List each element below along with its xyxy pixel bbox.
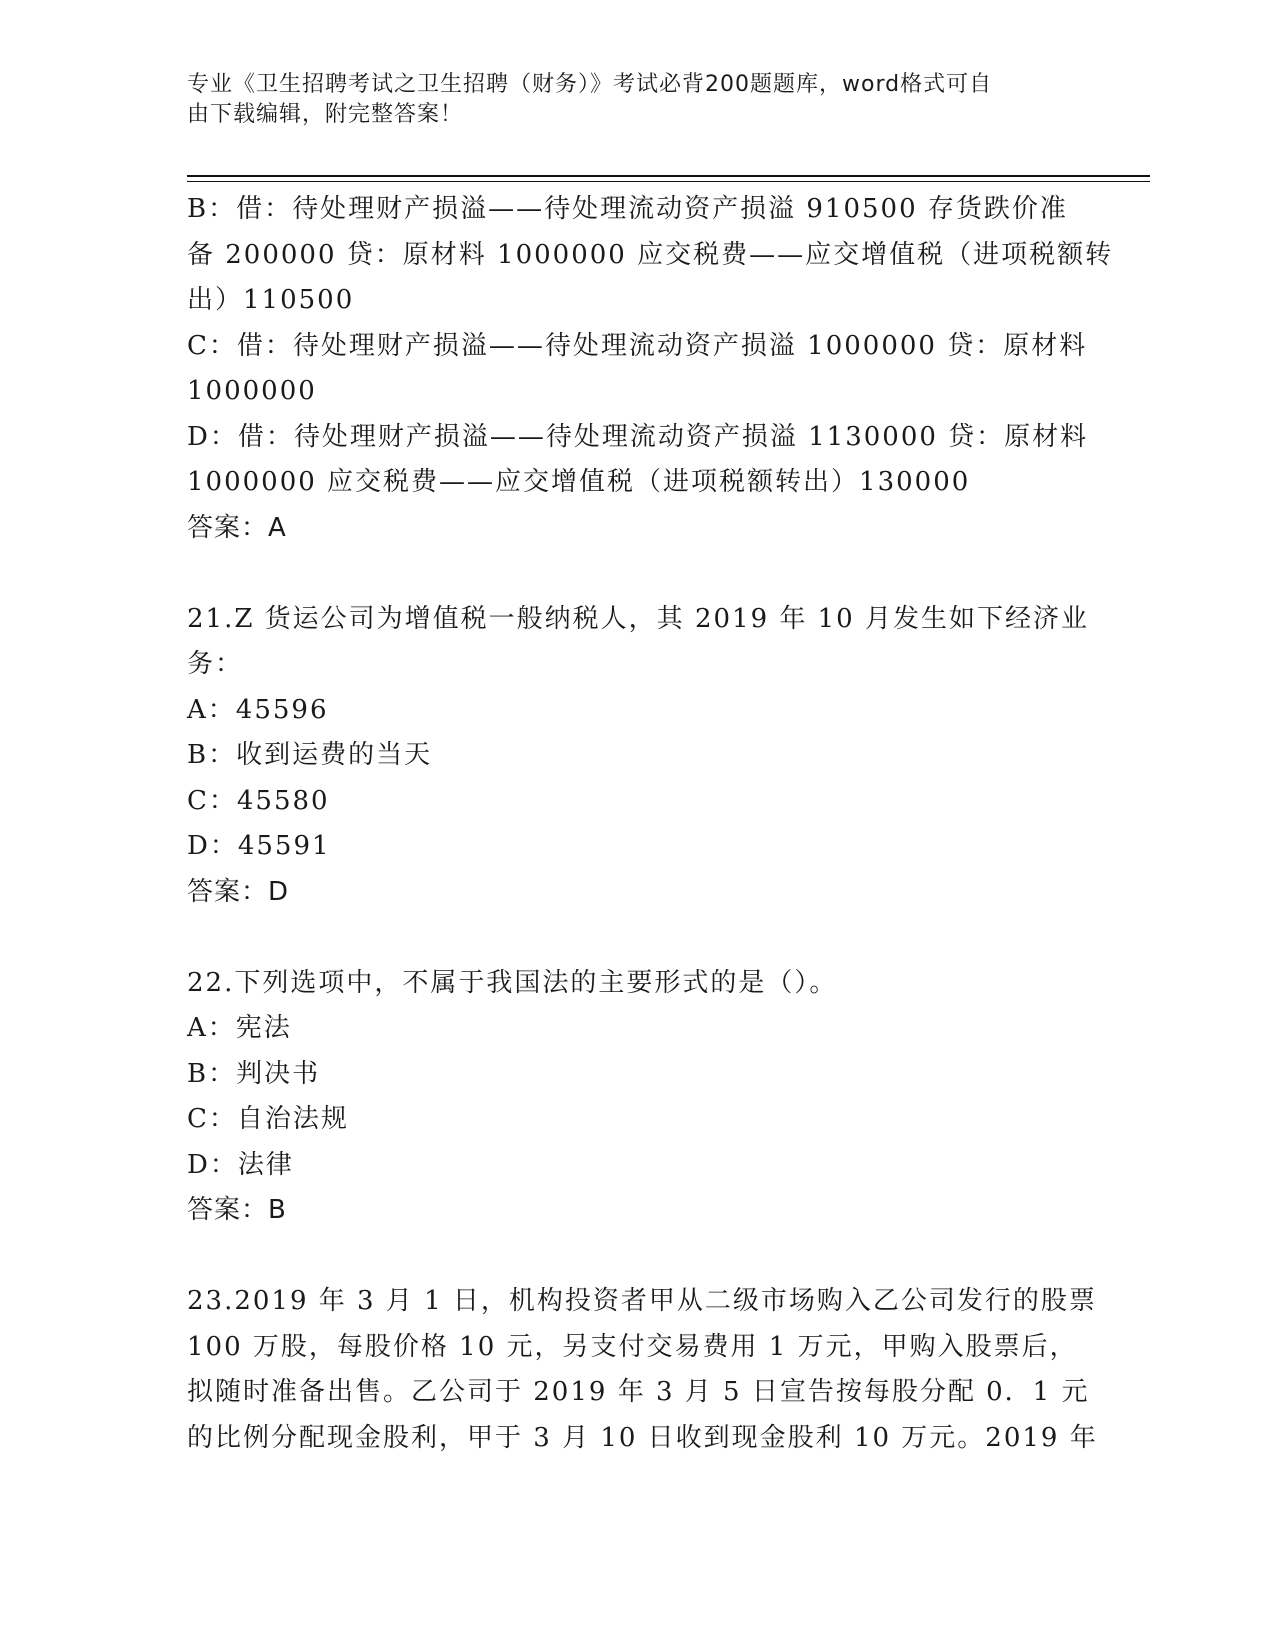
answer-22: 答案：B <box>187 1195 287 1225</box>
option-d-line-2: 1000000 应交税费——应交增值税（进项税额转出）130000 <box>187 467 971 497</box>
spacer <box>187 551 1087 597</box>
header-divider-thin <box>187 181 1150 182</box>
question-23 <box>187 1279 1098 1461</box>
option-c-line-1: C：借：待处理财产损溢——待处理流动资产损溢 1000000 贷：原材料 <box>187 330 1088 361</box>
document-header <box>187 70 1087 130</box>
header-line-1: 专业《卫生招聘考试之卫生招聘（财务）》考试必背200题题库，word格式可自 <box>187 72 993 97</box>
question-21 <box>187 597 1087 916</box>
question-22-option-d: D：法律 <box>187 1149 294 1180</box>
question-22-option-c: C：自治法规 <box>187 1104 349 1134</box>
question-21-stem-line-2: 务： <box>187 649 244 679</box>
option-b-line-2: 备 200000 贷：原材料 1000000 应交税费——应交增值税（进项税额转 <box>187 239 1114 270</box>
option-c-line-2: 1000000 <box>187 376 317 406</box>
question-23-stem-line-2: 100 万股，每股价格 10 元，另支付交易费用 1 万元，甲购入股票后， <box>187 1331 1078 1362</box>
question-21-option-d: D：45591 <box>187 831 331 861</box>
option-d-line-1: D：借：待处理财产损溢——待处理流动资产损溢 1130000 贷：原材料 <box>187 421 1089 452</box>
question-22-option-b: B：判决书 <box>187 1058 321 1089</box>
answer-20: 答案：A <box>187 512 287 543</box>
answer-21: 答案：D <box>187 876 290 907</box>
spacer <box>187 1234 1087 1280</box>
question-22-stem: 22.下列选项中，不属于我国法的主要形式的是（）。 <box>187 967 838 998</box>
question-21-stem-line-1: 21.Z 货运公司为增值税一般纳税人，其 2019 年 10 月发生如下经济业 <box>187 603 1089 634</box>
question-23-stem-line-4: 的比例分配现金股利，甲于 3 月 10 日收到现金股利 10 万元。2019 年 <box>187 1422 1098 1453</box>
document-body <box>187 187 1114 1461</box>
question-23-stem-line-1: 23.2019 年 3 月 1 日，机构投资者甲从二级市场购入乙公司发行的股票 <box>187 1286 1097 1316</box>
question-23-stem-line-3: 拟随时准备出售。乙公司于 2019 年 3 月 5 日宣告按每股分配 0．1 元 <box>187 1377 1090 1407</box>
question-21-option-b: B：收到运费的当天 <box>187 740 433 770</box>
question-22 <box>187 961 1087 1234</box>
spacer <box>187 915 1087 961</box>
question-21-option-a: A：45596 <box>187 694 329 725</box>
option-b-line-3: 出）110500 <box>187 285 355 315</box>
option-b-line-1: B：借：待处理财产损溢——待处理流动资产损溢 910500 存货跌价准 <box>187 194 1068 224</box>
header-line-2: 由下载编辑，附完整答案！ <box>187 102 464 127</box>
question-20-tail <box>187 187 1114 551</box>
question-21-option-c: C：45580 <box>187 785 330 816</box>
header-divider-thick <box>187 175 1150 177</box>
question-22-option-a: A：宪法 <box>187 1013 292 1043</box>
